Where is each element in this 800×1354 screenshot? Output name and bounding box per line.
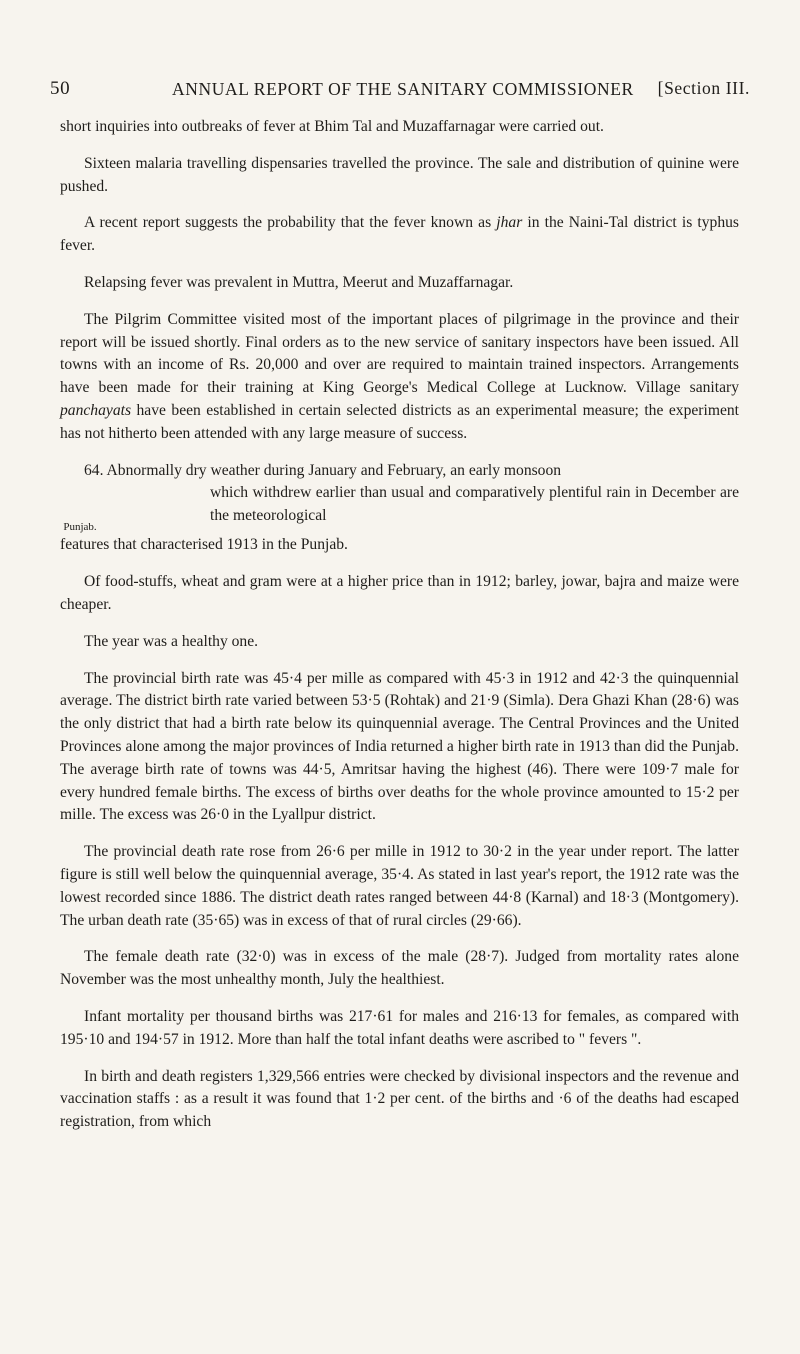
page-number: 50: [50, 78, 71, 99]
paragraph-healthy-year: The year was a healthy one.: [84, 632, 259, 650]
text-run: The Pilgrim Committee visited most of the important places of pilgrimage in the province and their report will be issued shortly. Final orders as to the new service of sanitary inspectors have been issued. All towns with an income of Rs. 20,000 and over are required to maintain trained inspectors. Arrangements have been made for their training at King George's Medical College at Lucknow. Village sanitary: [60, 310, 739, 397]
text-run: A recent report suggests the probability that the fever known as: [84, 214, 497, 232]
paragraph-fever-inquiries: short inquiries into outbreaks of fever at Bhim Tal and Muzaffarnagar were carried out.: [60, 118, 604, 135]
running-title: ANNUAL REPORT OF THE SANITARY COMMISSIONER: [172, 79, 634, 99]
paragraph-malaria-dispensaries: Sixteen malaria travelling dispensaries travelled the province. The sale and distribution of quinine were pushed.: [60, 154, 739, 195]
body-text: [60, 116, 739, 1148]
paragraph-death-rate: The provincial death rate rose from 26·6 per mille in 1912 to 30·2 in the year under report. The latter figure is still well below the quinquennial average, 35·4. As stated in last year's report, the 1912 rate was the lowest recorded since 1886. The district death rates ranged between 44·8 (Karnal) and 18·3 (Montgomery). The urban death rate (35·65) was in excess of that of rural circles (29·66).: [60, 843, 739, 929]
paragraph-registers-check: In birth and death registers 1,329,566 entries were checked by divisional inspectors and the revenue and vaccination staffs : as a result it was found that 1·2 per cent. of the births and ·6 of the deaths had escaped registration, from which: [60, 1067, 739, 1131]
paragraph-female-death-rate: The female death rate (32·0) was in excess of the male (28·7). Judged from mortality rates alone November was the most unhealthy month, July the healthiest.: [60, 948, 739, 989]
margin-note-punjab: Punjab.: [63, 521, 97, 534]
text-run: in the Naini-Tal district is typhus fever.: [60, 214, 739, 255]
paragraph-line: 64. Abnormally dry weather during January and February, an early monsoon: [84, 461, 562, 479]
italic-term: jhar: [496, 214, 523, 232]
running-header: [50, 78, 750, 108]
paragraph-pilgrim-committee: [60, 309, 739, 446]
paragraph-infant-mortality: Infant mortality per thousand births was 217·61 for males and 216·13 for females, as compared with 195·10 and 194·57 in 1912. More than half the total infant deaths were ascribed to " fevers ".: [60, 1007, 739, 1048]
paragraph-birth-rate: The provincial birth rate was 45·4 per mille as compared with 45·3 in 1912 and 42·3 the quinquennial average. The district birth rate varied between 53·5 (Rohtak) and 21·9 (Simla). Dera Ghazi Khan (28·6) was the only district that had a birth rate below its quinquennial average. The Central Provinces and the United Provinces alone among the major provinces of India returned a higher birth rate in 1913 than did the Punjab. The average birth rate of towns was 44·5, Amritsar having the highest (46). There were 109·7 male for every hundred female births. The excess of births over deaths for the whole province amounted to 15·2 per mille. The excess was 26·0 in the Lyallpur district.: [60, 669, 739, 824]
paragraph-jhar-fever: [60, 212, 739, 258]
section-label: [Section III.: [657, 78, 750, 98]
paragraph-punjab-weather: [60, 460, 739, 558]
paragraph-food-stuffs: Of food-stuffs, wheat and gram were at a higher price than in 1912; barley, jowar, bajra and maize were cheaper.: [60, 573, 739, 613]
paragraph-line: features that characterised 1913 in the Punjab.: [60, 536, 348, 554]
paragraph-relapsing-fever: Relapsing fever was prevalent in Muttra, Meerut and Muzaffarnagar.: [84, 273, 514, 291]
paragraph-indented-lines: which withdrew earlier than usual and comparatively plentiful rain in December are the meteorological: [210, 484, 739, 525]
text-run: have been established in certain selected districts as an experimental measure; the experiment has not hitherto been attended with any large measure of success.: [60, 401, 739, 442]
italic-term: panchayats: [60, 401, 132, 419]
